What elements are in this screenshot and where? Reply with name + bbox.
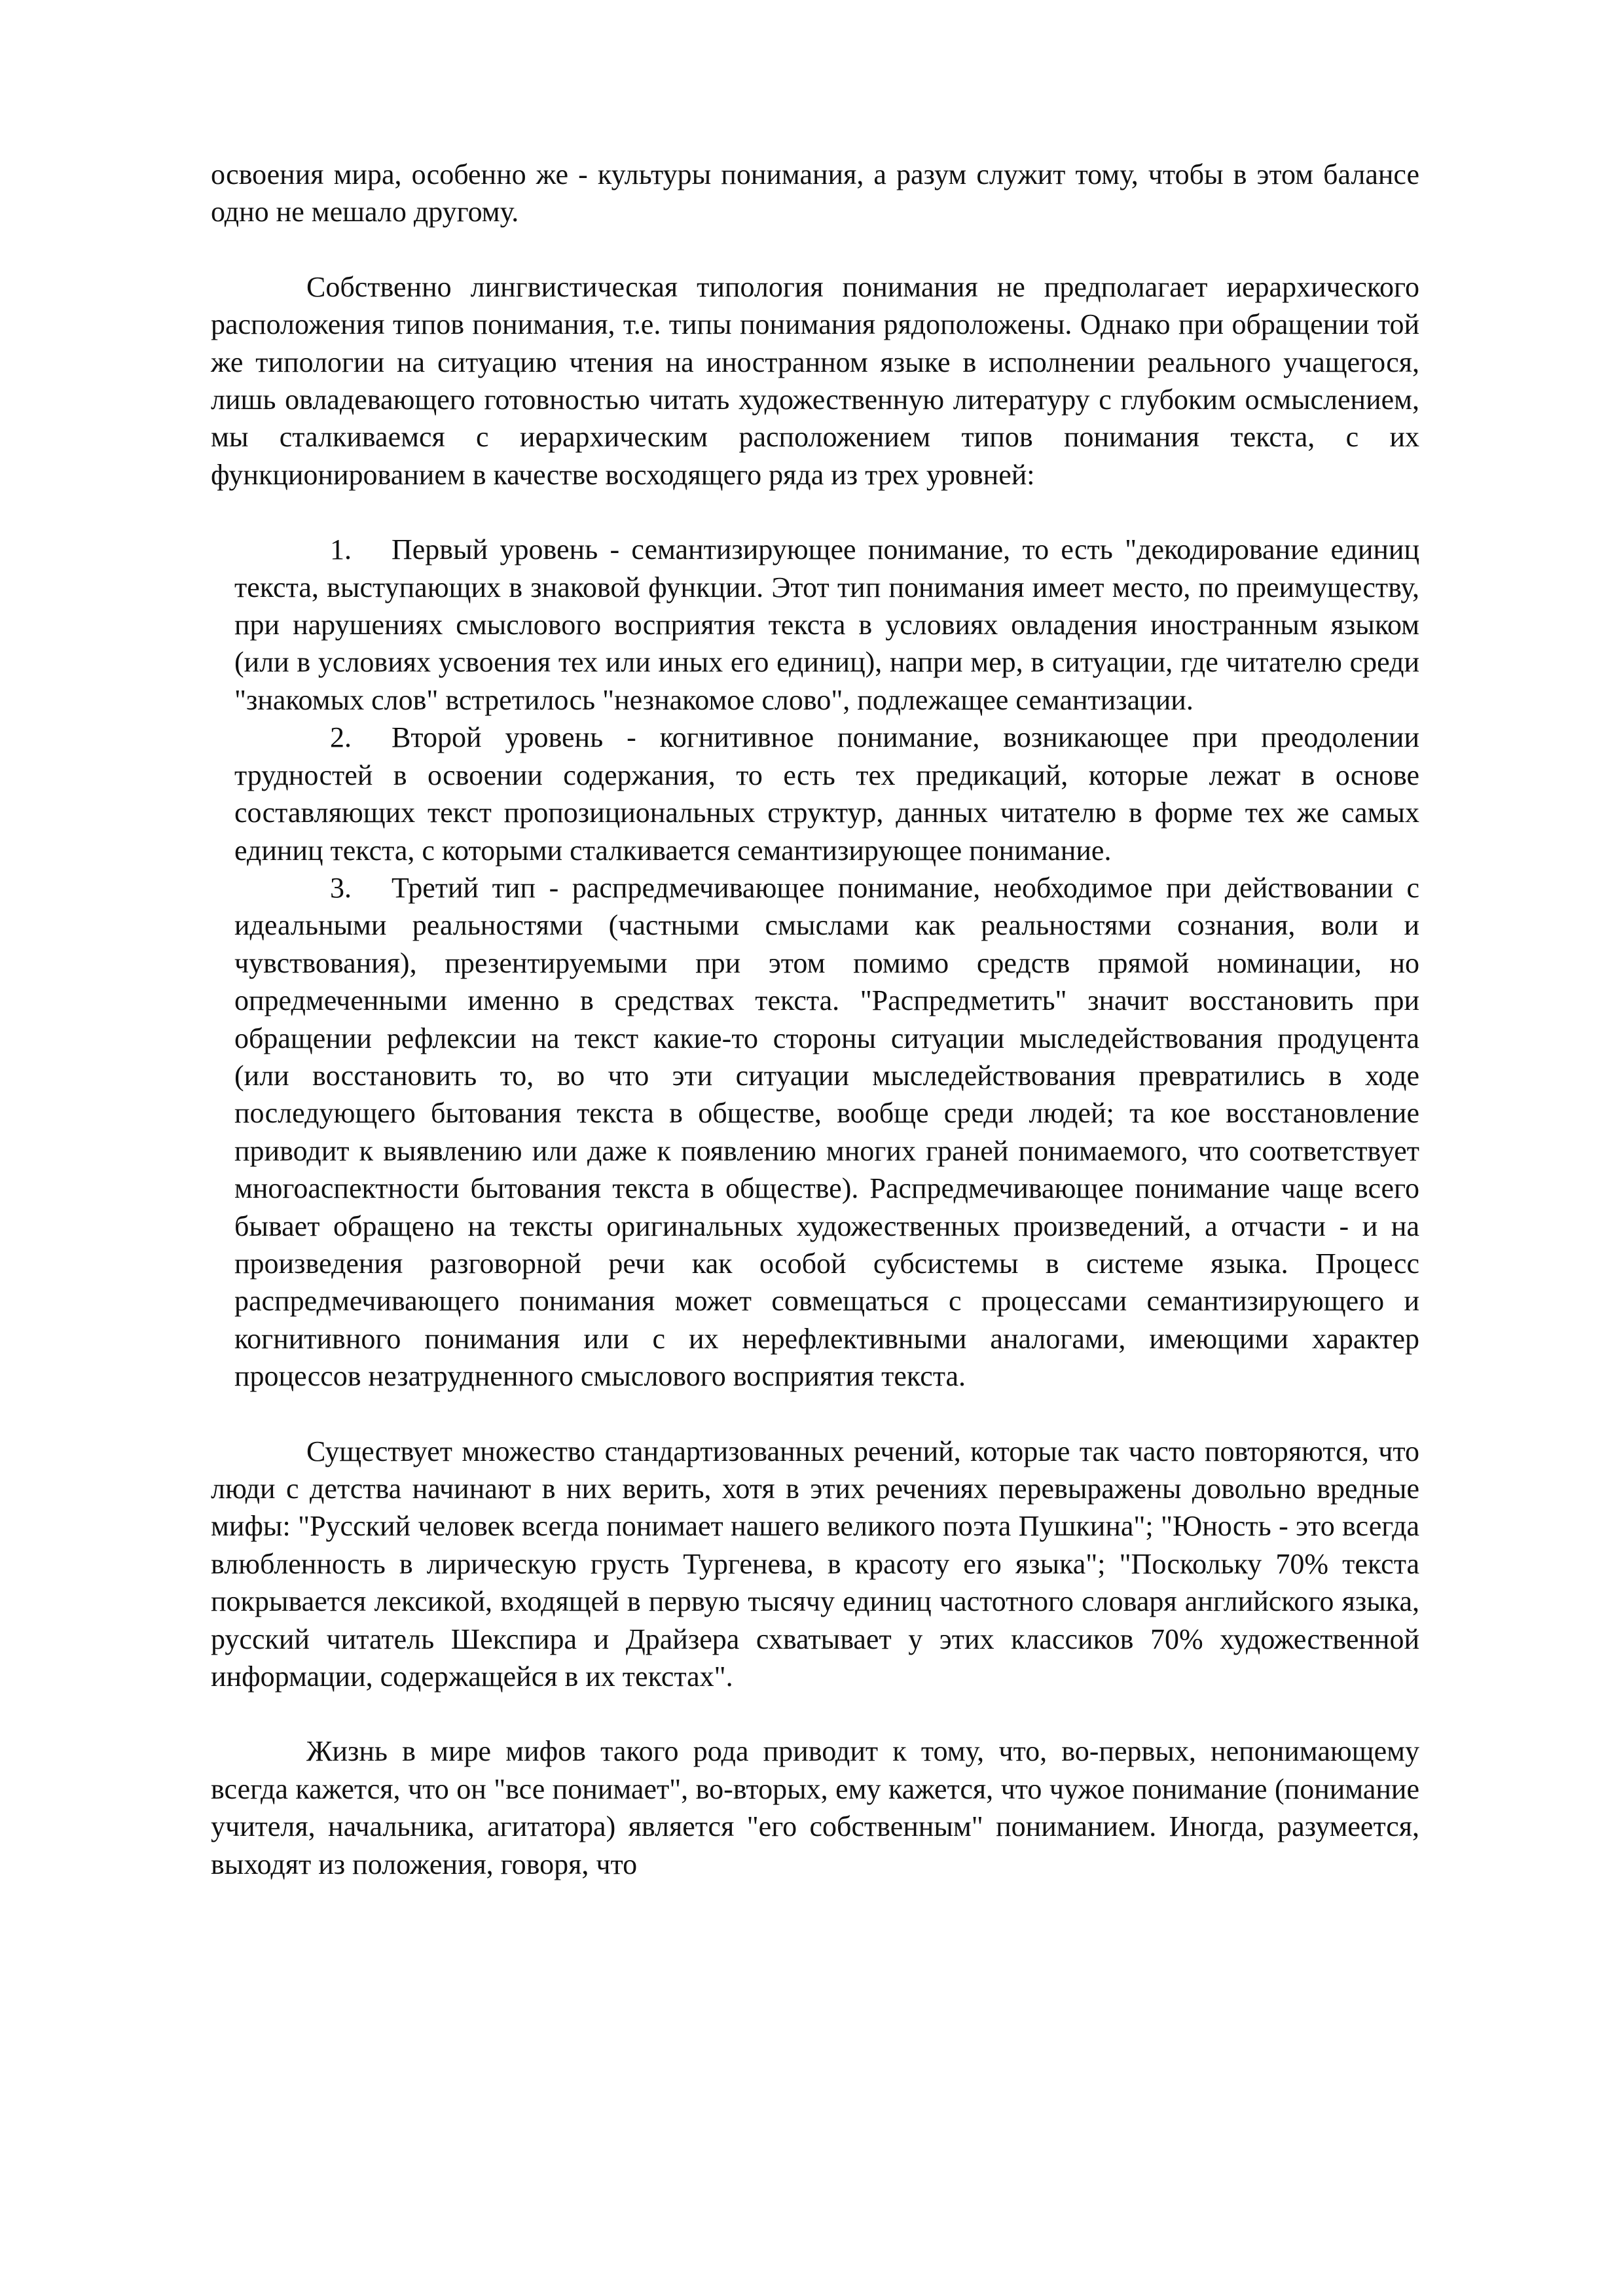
- list-item: [234, 531, 1419, 719]
- paragraph-myths: Существует множество стандартизованных речений, которые так часто повторяются, что люди с детства начинают в них верить, хотя в этих речениях перевыражены довольно вредные мифы: "Русский человек всегда понимает нашего великого поэта Пушкина"; "Юность - это всегда влюбленность в лирическую грусть Тургенева, в красоту его языка"; "Поскольку 70% текста покрывается лексикой, входящей в первую тысячу единиц частотного словаря английского языка, русский читатель Шекспира и Драйзера схватывает у этих классиков 70% художественной информации, содержащейся в их текстах".: [211, 1435, 1419, 1693]
- paragraph-typology: Собственно лингвистическая типология понимания не предполагает иерархического расположения типов понимания, т.е. типы понимания рядоположены. Однако при обращении той же типологии на ситуацию чтения на иностранном языке в исполнении реального учащегося, лишь овладевающего готовностью читать художественную литературу с глубоким осмыслением, мы сталкиваемся с иерархическим расположением типов понимания текста, с их функционированием в качестве восходящего ряда из трех уровней:: [211, 270, 1419, 491]
- list-item: [234, 719, 1419, 869]
- paragraph-continuation: освоения мира, особенно же - культуры понимания, а разум служит тому, чтобы в этом балансе одно не мешало другому.: [211, 158, 1419, 228]
- list-item-number: 3.: [330, 871, 352, 904]
- paragraph-life-in-myths: Жизнь в мире мифов такого рода приводит к тому, что, во-первых, непонимающему всегда кажется, что он "все понимает", во-вторых, ему кажется, что чужое понимание (понимание учителя, начальника, агитатора) является "его собственным" пониманием. Иногда, разумеется, выходят из положения, говоря, что: [211, 1735, 1419, 1880]
- list-item-text: Второй уровень - когнитивное понимание, возникающее при преодолении трудностей в освоении содержания, то есть тех предикаций, которые лежат в основе составляющих текст пропозициональных структур, данных читателю в форме тех же самых единиц текста, с которыми сталкивается семантизирующее понимание.: [234, 721, 1419, 867]
- list-item-number: 2.: [330, 721, 352, 754]
- numbered-list: [234, 531, 1419, 1395]
- list-item-number: 1.: [330, 533, 352, 566]
- list-item-text: Третий тип - распредмечивающее понимание, необходимое при действовании с идеальными реальностями (частными смыслами как реальностями сознания, воли и чувствования), презентируемыми при этом помимо средств прямой номинации, но опредмеченными именно в средствах текста. "Распредметить" значит восстановить при обращении рефлексии на текст какие-то стороны ситуации мыследействования продуцента (или восстановить то, во что эти ситуации мыследействования превратились в ходе последующего бытования текста в обществе, вообще среди людей; та кое восстановление приводит к выявлению или даже к появлению многих граней понимаемого, что соответствует многоаспектности бытования текста в обществе). Распредмечивающее понимание чаще всего бывает обращено на тексты оригинальных художественных произведений, а отчасти - и на произведения разговорной речи как особой субсистемы в системе языка. Процесс распредмечивающего понимания может совмещаться с процессами семантизирующего и когнитивного понимания или с их нерефлективными аналогами, имеющими характер процессов незатрудненного смыслового восприятия текста.: [234, 871, 1419, 1393]
- list-item-text: Первый уровень - семантизирующее понимание, то есть "декодирование единиц текста, выступающих в знаковой функции. Этот тип понимания имеет место, по преимуществу, при нарушениях смыслового восприятия текста в условиях овладения иностранным языком (или в условиях усвоения тех или иных его единиц), напри мер, в ситуации, где читателю среди "знакомых слов" встретилось "незнакомое слово", подлежащее семантизации.: [234, 533, 1419, 716]
- list-item: [234, 869, 1419, 1395]
- document-page: [211, 156, 1419, 1883]
